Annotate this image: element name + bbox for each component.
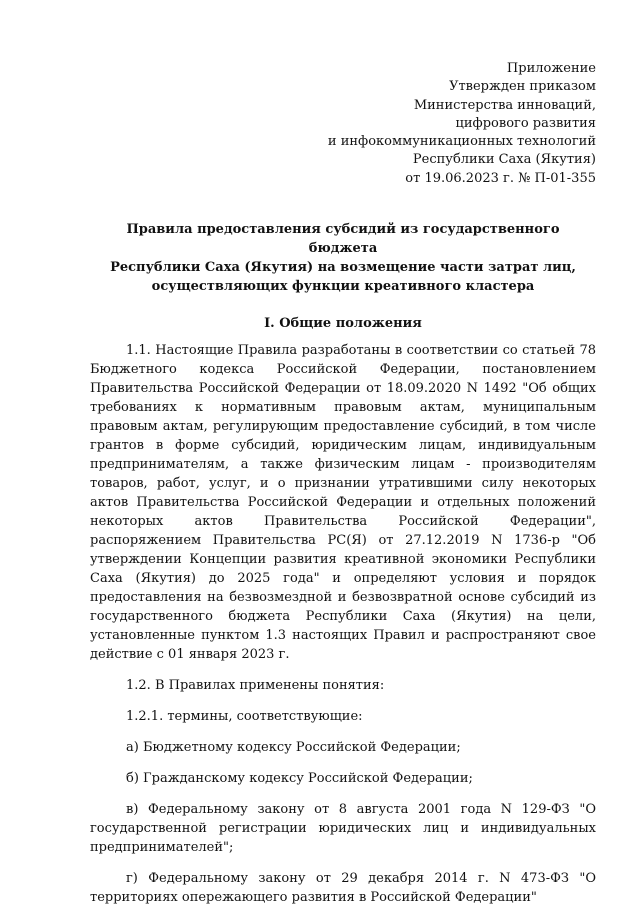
section-title: I. Общие положения — [264, 316, 422, 332]
header-line: Министерства инноваций, — [413, 97, 596, 113]
title-line: осуществляющих функции креативного кластера — [151, 279, 535, 295]
approval-header — [90, 60, 596, 188]
header-line: и инфокоммуникационных технологий — [327, 134, 596, 150]
title-line: Правила предоставления субсидий из государственного бюджета — [126, 222, 560, 257]
paragraph-1-2: 1.2. В Правилах применены понятия: — [126, 678, 385, 694]
paragraph-item-v: в) Федеральному закону от 8 августа 2001 года N 129-ФЗ "О государственной регистрации юридических лиц и индивидуальных предпринимателей"; — [90, 802, 596, 856]
paragraph-item-a: а) Бюджетному кодексу Российской Федерации; — [126, 740, 461, 756]
header-line: Утвержден приказом — [449, 79, 596, 95]
header-line: от 19.06.2023 г. № П-01-355 — [405, 170, 596, 186]
document-title — [90, 220, 596, 296]
paragraph-1-2-1: 1.2.1. термины, соответствующие: — [126, 709, 363, 725]
paragraph-item-b: б) Гражданскому кодексу Российской Федерации; — [126, 771, 473, 787]
paragraph-item-g: г) Федеральному закону от 29 декабря 2014 г. N 473-ФЗ "О территориях опережающего развития в Российской Федерации" — [90, 871, 596, 906]
header-line: цифрового развития — [455, 115, 596, 131]
header-line: Республики Саха (Якутия) — [412, 152, 596, 168]
paragraph-1-1: 1.1. Настоящие Правила разработаны в соответствии со статьей 78 Бюджетного кодекса Российской Федерации, постановлением Правительства Российской Федерации от 18.09.2020 N 1492 "Об общих требованиях к нормативным правовым актам, муниципальным правовым актам, регулирующим предоставление субсидий, в том числе грантов в форме субсидий, юридическим лицам, индивидуальным предпринимателям, а также физическим лицам - производителям товаров, работ, услуг, и о признании утратившими силу некоторых актов Правительства Российской Федерации и отдельных положений некоторых актов Правительства Российской Федерации", распоряжением Правительства РС(Я) от 27.12.2019 N 1736-р "Об утверждении Концепции развития креативной экономики Республики Саха (Якутия) до 2025 года" и определяют условия и порядок предоставления на безвозмездной и безвозвратной основе субсидий из государственного бюджета Республики Саха (Якутия) на цели, установленные пунктом 1.3 настоящих Правил и распространяют свое действие с 01 января 2023 г. — [90, 343, 596, 663]
title-line: Республики Саха (Якутия) на возмещение части затрат лиц, — [110, 260, 576, 276]
header-line: Приложение — [506, 61, 596, 76]
